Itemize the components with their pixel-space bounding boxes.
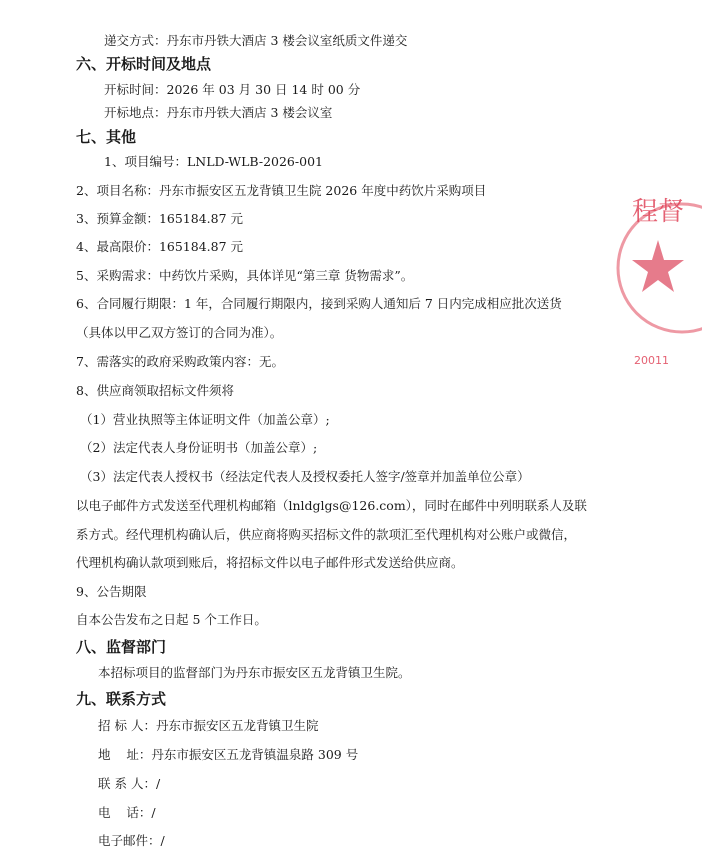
tenderer-line: 招 标 人：丹东市振安区五龙背镇卫生院	[98, 718, 319, 733]
policy-line: 7、需落实的政府采购政策内容：无。	[76, 354, 284, 369]
contract-period-line-1: 6、合同履行期限：1 年，合同履行期限内，接到采购人通知后 7 日内完成相应批次送货	[76, 296, 562, 311]
address-text: 地 址：丹东市振安区五龙背镇温泉路 309 号	[98, 747, 359, 762]
document-item-3: （3）法定代表人授权书（经法定代表人及授权委托人签字/签章并加盖单位公章）	[80, 469, 530, 484]
submission-method-line: 递交方式：丹东市丹铁大酒店 3 楼会议室纸质文件递交	[104, 33, 408, 48]
budget-line: 3、预算金额：165184.87 元	[76, 211, 244, 226]
seal-text-top: 程督	[632, 197, 685, 227]
section-heading-9: 九、联系方式	[76, 690, 167, 708]
email-line: 电子邮件：/	[98, 833, 165, 848]
notice-period-line: 自本公告发布之日起 5 个工作日。	[76, 612, 267, 627]
seal-star-icon	[632, 240, 684, 292]
project-name-line: 2、项目名称：丹东市振安区五龙背镇卫生院 2026 年度中药饮片采购项目	[76, 183, 487, 198]
phone-text: 电 话：/	[98, 805, 156, 820]
contract-period-line-2: （具体以甲乙双方签订的合同为准）。	[76, 325, 283, 340]
opening-place-line: 开标地点：丹东市丹铁大酒店 3 楼会议室	[104, 105, 333, 120]
max-price-line: 4、最高限价：165184.87 元	[76, 239, 244, 254]
document-item-1: （1）营业执照等主体证明文件（加盖公章）;	[80, 412, 330, 427]
official-seal-stamp	[622, 178, 702, 378]
contact-person-line: 联 系 人：/	[98, 776, 161, 791]
requirement-line: 5、采购需求：中药饮片采购，具体详见“第三章 货物需求”。	[76, 268, 414, 283]
address-line	[98, 747, 358, 763]
documents-intro-line: 8、供应商领取招标文件须将	[76, 383, 234, 398]
supervision-line: 本招标项目的监督部门为丹东市振安区五龙背镇卫生院。	[98, 665, 411, 680]
section-heading-8: 八、监督部门	[76, 638, 167, 656]
section-heading-6: 六、开标时间及地点	[76, 55, 212, 73]
project-number-line: 1、项目编号：LNLD-WLB-2026-001	[104, 154, 323, 169]
phone-line	[98, 805, 156, 821]
seal-text-bottom: 20011	[634, 354, 669, 367]
notice-period-label: 9、公告期限	[76, 584, 147, 599]
email-instruction-line-1: 以电子邮件方式发送至代理机构邮箱（lnldglgs@126.com），同时在邮件中列明联系人及联	[76, 498, 587, 513]
email-instruction-line-3: 代理机构确认款项到账后，将招标文件以电子邮件形式发送给供应商。	[76, 555, 464, 570]
opening-time-line: 开标时间：2026 年 03 月 30 日 14 时 00 分	[104, 82, 361, 97]
document-item-2: （2）法定代表人身份证明书（加盖公章）;	[80, 440, 318, 455]
email-instruction-line-2: 系方式。经代理机构确认后，供应商将购买招标文件的款项汇至代理机构对公账户或微信，	[76, 527, 577, 542]
section-heading-7: 七、其他	[76, 128, 137, 146]
